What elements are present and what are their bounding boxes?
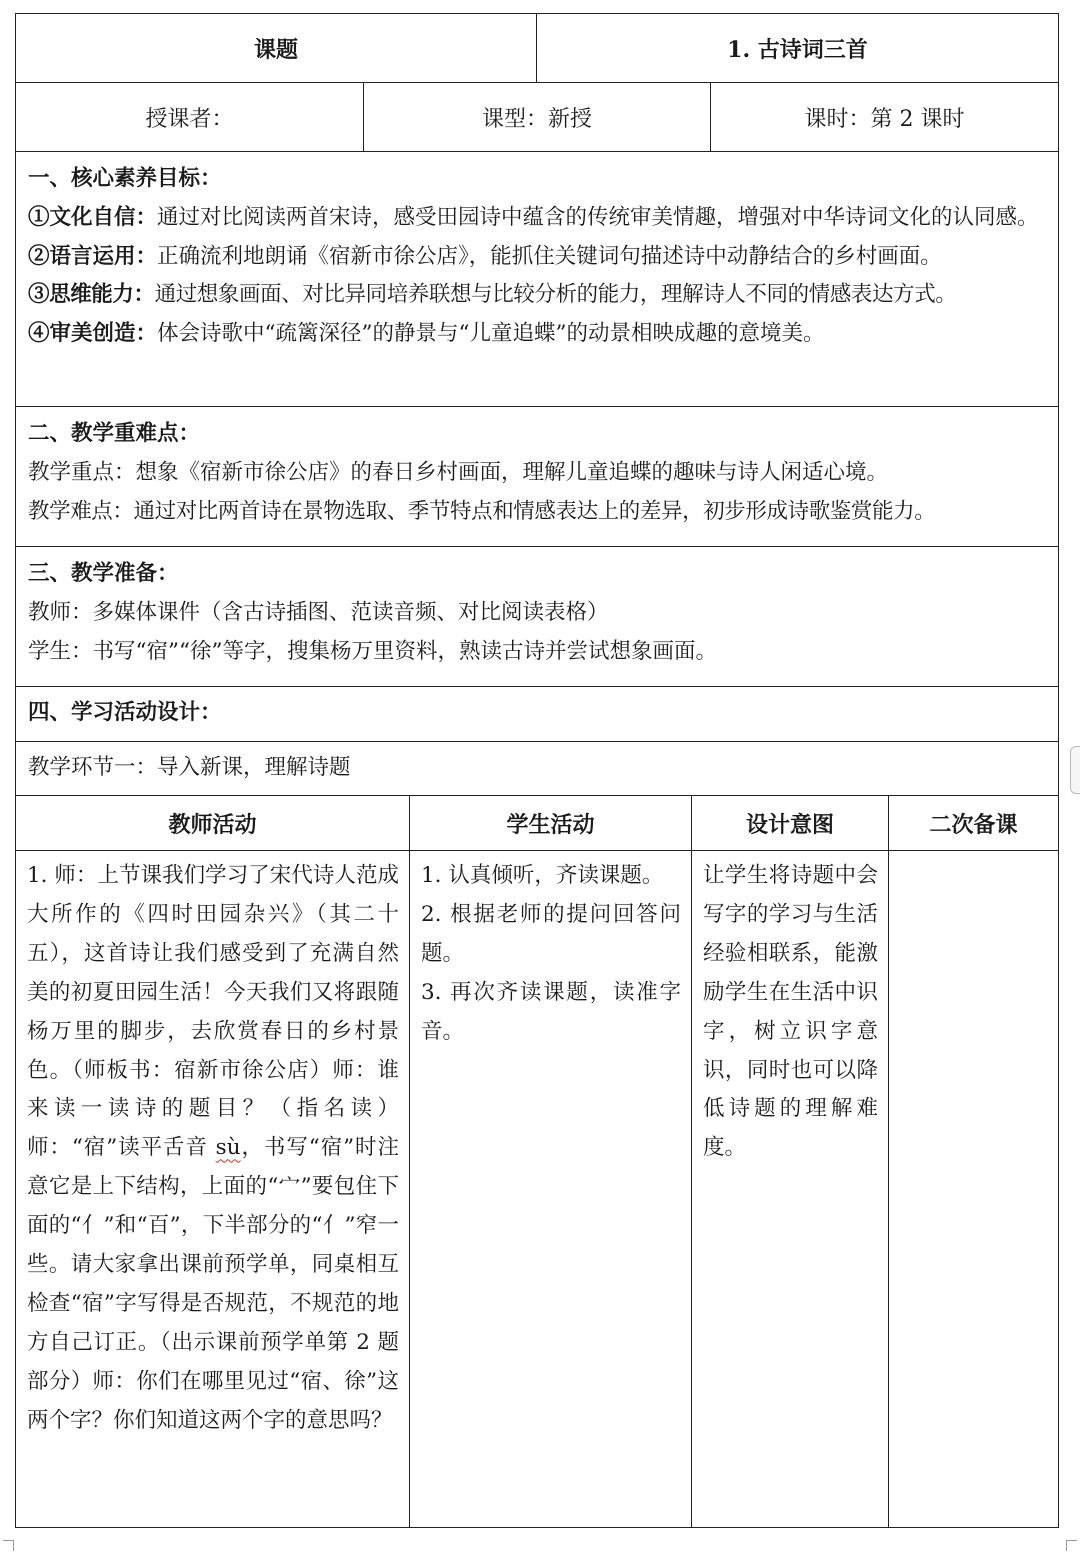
teaching-focus: 教学重点：想象《宿新市徐公店》的春日乡村画面，理解儿童追蝶的趣味与诗人闲适心境。 <box>28 459 889 485</box>
goals-heading: 一、核心素养目标： <box>28 166 222 191</box>
teacher-activity-text-2: ，书写“宿”时注意它是上下结构，上面的“宀”要包住下面的“亻”和“百”，下半部分的“亻”窄一些。请大家拿出课前预学单，同桌相互检查“宿”字写得是否规范，不规范的地方自己订正。（出示课前预学单第 2 题部分）师：你们在哪里见过“宿、徐”这两个字？你们知道这两个字的意思吗？ <box>27 1135 399 1433</box>
activity-body-row <box>16 851 1058 1527</box>
col-header-teacher: 教师活动 <box>16 796 410 850</box>
lesson-period: 课时：第 2 课时 <box>804 106 965 132</box>
key-points-section <box>16 407 1058 547</box>
lesson-title: 1. 古诗词三首 <box>727 36 868 63</box>
page-corner-mark <box>1066 1540 1077 1551</box>
col-header-intent: 设计意图 <box>692 796 889 850</box>
preparation-heading: 三、教学准备： <box>28 561 179 586</box>
teacher-field: 授课者： <box>16 83 364 151</box>
page-corner-mark <box>3 1540 14 1551</box>
teacher-activity-text: 1. 师：上节课我们学习了宋代诗人范成大所作的《四时田园杂兴》（其二十五），这首诗让我们感受到了充满自然美的初夏田园生活！今天我们又将跟随杨万里的脚步，去欣赏春日的乡村景色。（师板书：宿新市徐公店）师：谁来读一读诗的题目？（指名读）师：“宿”读平舌音 <box>27 863 399 1161</box>
stage-row <box>16 742 1058 796</box>
student-activity-item: 2. 根据老师的提问回答问题。 <box>421 901 681 966</box>
design-intent-text: 让学生将诗题中会写字的学习与生活经验相联系，能激励学生在生活中识字，树立识字意识，同时也可以降低诗题的理解难度。 <box>703 863 878 1161</box>
col-header-student: 学生活动 <box>410 796 692 850</box>
student-preparation: 学生：书写“宿”“徐”等字，搜集杨万里资料，熟读古诗并尝试想象画面。 <box>28 638 717 664</box>
teaching-difficulty: 教学难点：通过对比两首诗在景物选取、季节特点和情感表达上的差异，初步形成诗歌鉴赏能力。 <box>28 498 936 524</box>
teacher-activity-cell <box>16 851 410 1527</box>
second-prep-cell <box>889 851 1058 1527</box>
col-header-second-prep: 二次备课 <box>929 811 1018 838</box>
activities-heading-row <box>16 687 1058 742</box>
student-activity-item: 3. 再次齐读课题，读准字音。 <box>421 979 681 1044</box>
teacher-preparation: 教师：多媒体课件（含古诗插图、范读音频、对比阅读表格） <box>28 599 609 625</box>
title-label: 课题 <box>16 14 537 82</box>
student-activity-cell <box>410 851 692 1527</box>
pinyin-su: sù <box>215 1135 241 1161</box>
stage-title: 教学环节一：导入新课，理解诗题 <box>28 755 351 780</box>
lesson-plan-table <box>15 13 1059 1528</box>
preparation-section <box>16 547 1058 687</box>
goal-item: ③思维能力：通过想象画面、对比异同培养联想与比较分析的能力，理解诗人不同的情感表达方式。 <box>28 282 957 308</box>
goal-item: ②语言运用：正确流利地朗诵《宿新市徐公店》，能抓住关键词句描述诗中动静结合的乡村画面。 <box>28 243 942 269</box>
key-points-heading: 二、教学重难点： <box>28 421 201 446</box>
activity-header-row <box>16 796 1058 851</box>
goals-section <box>16 152 1058 407</box>
title-row <box>16 14 1058 83</box>
goal-item: ①文化自信：通过对比阅读两首宋诗，感受田园诗中蕴含的传统审美情趣，增强对中华诗词文化的认同感。 <box>28 204 1039 230</box>
student-activity-item: 1. 认真倾听，齐读课题。 <box>421 863 664 888</box>
activities-heading: 四、学习活动设计： <box>28 700 222 725</box>
goal-item: ④审美创造：体会诗歌中“疏篱深径”的静景与“儿童追蝶”的动景相映成趣的意境美。 <box>28 321 825 347</box>
side-scroll-tab[interactable] <box>1070 746 1080 794</box>
lesson-type: 课型：新授 <box>364 83 711 151</box>
design-intent-cell <box>692 851 889 1527</box>
info-row <box>16 83 1058 152</box>
